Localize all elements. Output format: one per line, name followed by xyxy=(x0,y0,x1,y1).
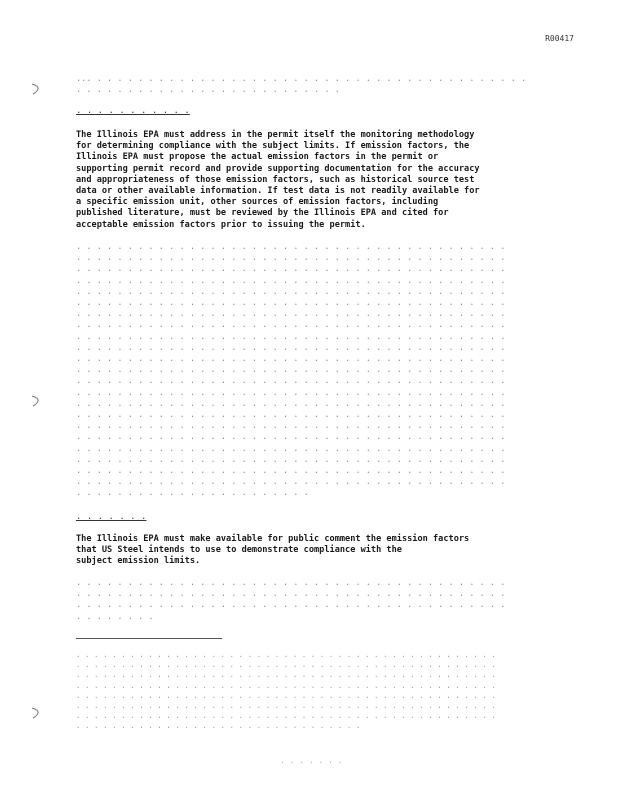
footnote-text: . . . . . . . . . . . . . . . . . . . . . . . . . . . . . . . . . . . . . . . . . . . . . . . . . . . . . . . . . . . . . . . . . . . . . . . . . . . . . . . . . . . . . . . . . . . . . . . . . . . . . . . . . . . . . . . . . . . . . . . . . . . . . . . . . . . . . . . . . . . . . . . . . . . . . . . . . . . . . . . . . . . . . . . . . . . . . . . . . . . . . . . . . . . . . . . . . . . . . . . . . . . . . . . . . . . . . . . . . . . . . . . . . . . . . . . . . . . . . . . . . . . . . . . . . . . . . . . . . . . . . . . . . . . . . . . . . . . . . . . . . . . . . . . . . . . . . . . . . . . . . . . . . . . . . . . . . . . . . . . . . . . . . . . . . . . . . . . . . . . . . . . . . . . . . . . . . . . . . . . . . xyxy=(76,650,496,731)
requirement-paragraph: The Illinois EPA must address in the permit itself the monitoring methodology for determining compliance with the subject limits. If emission factors, the Illinois EPA must propose the actual emission factors in the permit or supporting permit record and provide supporting documentation for the accuracy and appropriateness of those emission factors, such as historical source test data or other available information. If test data is not readily available for a specific emission unit, other sources of emission factors, including published literature, must be reviewed by the Illinois EPA and cited for acceptable emission factors prior to issuing the permit. xyxy=(76,130,480,230)
page-number: R00417 xyxy=(545,34,574,43)
margin-mark-icon xyxy=(30,706,42,720)
requirement-paragraph-2: The Illinois EPA must make available for public comment the emission factors that US Steel intends to use to demonstrate compliance with the subject emission limits. xyxy=(76,534,470,567)
body-paragraph-2: . . . . . . . . . . . . . . . . . . . . . . . . . . . . . . . . . . . . . . . . . . . . . . . . . . . . . . . . . . . . . . . . . . . . . . . . . . . . . . . . . . . . . . . . . . . . . . . . . . . . . . . . . . . . . . . . . . . . . . . . . . . . . . . . . . . . . . xyxy=(76,578,506,622)
margin-mark-icon xyxy=(30,394,42,408)
margin-mark-icon xyxy=(30,82,42,96)
section-heading: . . . . . . . . . . . xyxy=(76,106,190,116)
intro-text: ... . . . . . . . . . . . . . . . . . . . . . . . . . . . . . . . . . . . . . . . . . . . . . . . . . . . . . . . . . . . . . . . . . . . . xyxy=(76,74,527,96)
body-paragraph: . . . . . . . . . . . . . . . . . . . . . . . . . . . . . . . . . . . . . . . . . . . . . . . . . . . . . . . . . . . . . . . . . . . . . . . . . . . . . . . . . . . . . . . . . . . . . . . . . . . . . . . . . . . . . . . . . . . . . . . . . . . . . . . . . . . . . . . . . . . . . . . . . . . . . . . . . . . . . . . . . . . . . . . . . . . . . . . . . . . . . . . . . . . . . . . . . . . . . . . . . . . . . . . . . . . . . . . . . . . . . . . . . . . . . . . . . . . . . . . . . . . . . . . . . . . . . . . . . . . . . . . . . . . . . . . . . . . . . . . . . . . . . . . . . . . . . . . . . . . . . . . . . . . . . . . . . . . . . . . . . . . . . . . . . . . . . . . . . . . . . . . . . . . . . . . . . . . . . . . . . . . . . . . . . . . . . . . . . . . . . . . . . . . . . . . . . . . . . . . . . . . . . . . . . . . . . . . . . . . . . . . . . . . . . . . . . . . . . . . . . . . . . . . . . . . . . . . . . . . . . . . . . . . . . . . . . . . . . . . . . . . . . . . . . . . . . . . . . . . . . . . . . . . . . . . . . . . . . . . . . . . . . . . . . . . . . . . . . . . . . . . . . . . . . . . . . . . . . . . . . . . . . . . . . . . . . . . . . . . . . . . . . . . . . . . . . . . . . . . . . . . . . . . . . . . . . . . . . . . . . . . . . . . . . . . . . . . . . . . . . . . . . . . . . . . . . . . . . . . . . . . . . . . . . . . . . . . . . . . . . . . . . . . . . . . . . . . . . . . . . . . . . . . . . . . . . . . . . . . . . . . . . . . . . . . . . . . . . . . . . . . . . . . . . . . . . . . . . . . . . . . . . . . . . . . . . . . . . . . . . . . . . . . . . . . . . . . . . . . . . . . . . . . . . . . . . . . . . . . . . . . . . . . . . . . . . . . . . . . . . . . . . . . . . . . . . . . . . . . . . . . . . . . . . . . . . . . . . . . . . . . . . . . . . . . . . . . . . . . . . . . . . . . . . . . . . . . . . . . . . . . . . . . . . . . . . . . . . . . . . . . . . . . xyxy=(76,242,506,499)
page-footer: . . . . . . . xyxy=(280,756,343,765)
section-heading-2: . . . . . . . xyxy=(76,512,147,522)
footnote-divider xyxy=(76,638,222,639)
